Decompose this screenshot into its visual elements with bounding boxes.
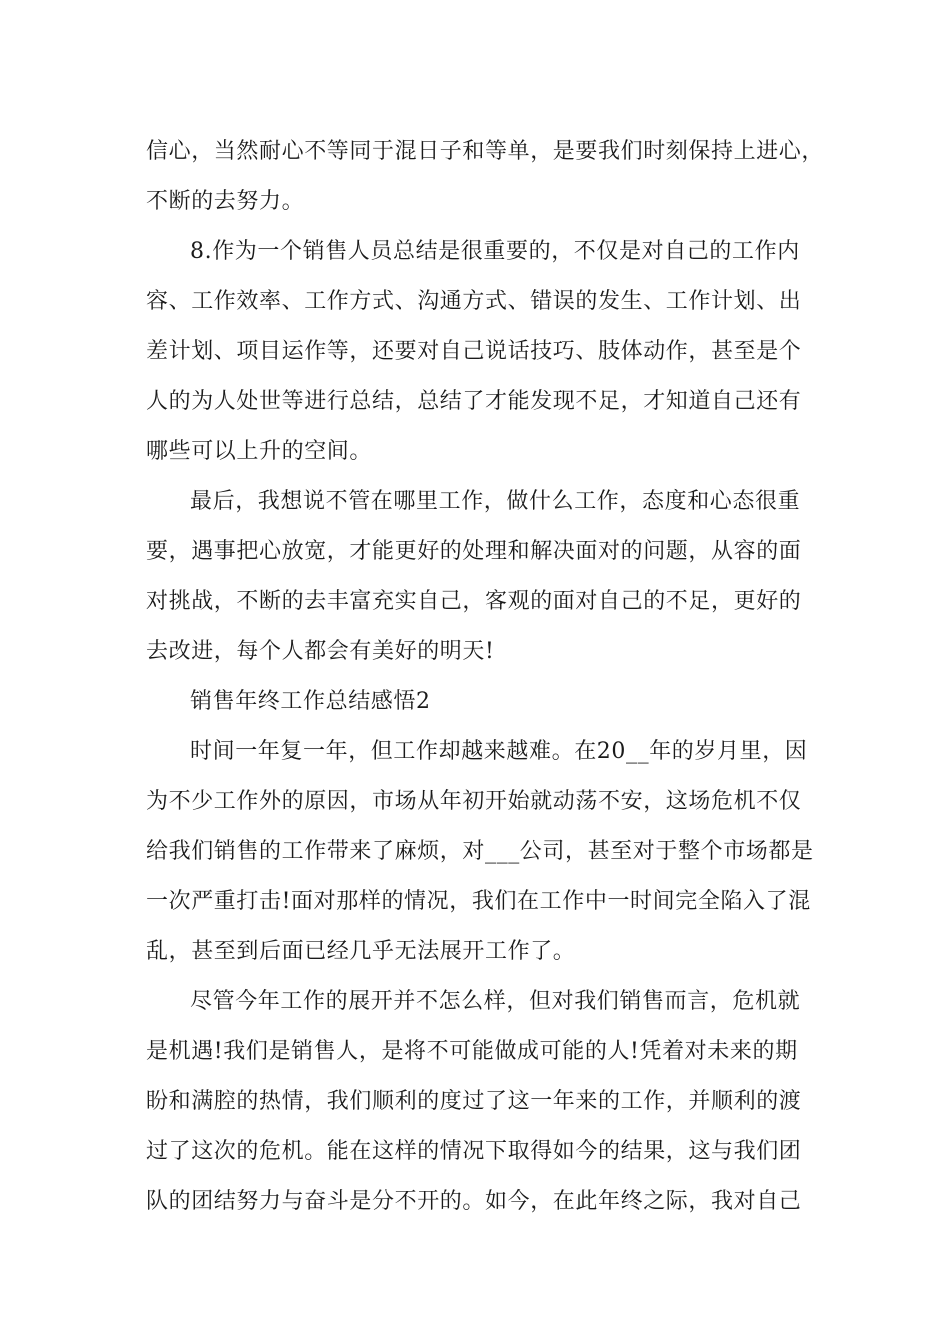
paragraph-despite [146, 977, 810, 1227]
text-line: 是机遇!我们是销售人，是将不可能做成可能的人!凭着对未来的期 [146, 1039, 798, 1064]
paragraph-time [146, 727, 814, 977]
heading-text: 销售年终工作总结感悟2 [190, 689, 431, 714]
text-line: 信心，当然耐心不等同于混日子和等单，是要我们时刻保持上进心， [146, 139, 825, 164]
document-body [146, 127, 825, 1227]
text-line: 去改进，每个人都会有美好的明天! [146, 639, 495, 664]
text-line: 一次严重打击!面对那样的情况，我们在工作中一时间完全陷入了混 [146, 889, 811, 914]
paragraph-point-8 [146, 227, 810, 477]
section-heading [146, 677, 810, 727]
text-line: 哪些可以上升的空间。 [146, 439, 373, 464]
text-line: 过了这次的危机。能在这样的情况下取得如今的结果，这与我们团 [146, 1139, 802, 1164]
text-line: 容、工作效率、工作方式、沟通方式、错误的发生、工作计划、出 [146, 289, 802, 314]
text-line: 对挑战，不断的去丰富充实自己，客观的面对自己的不足，更好的 [146, 589, 802, 614]
text-line: 不断的去努力。 [146, 189, 305, 214]
text-line: 盼和满腔的热情，我们顺利的度过了这一年来的工作，并顺利的渡 [146, 1089, 802, 1114]
text-line: 尽管今年工作的展开并不怎么样，但对我们销售而言，危机就 [190, 989, 801, 1014]
text-line: 队的团结努力与奋斗是分不开的。如今，在此年终之际，我对自己 [146, 1189, 802, 1214]
text-line: 差计划、项目运作等，还要对自己说话技巧、肢体动作，甚至是个 [146, 339, 802, 364]
text-line: 为不少工作外的原因，市场从年初开始就动荡不安，这场危机不仅 [146, 789, 802, 814]
text-line: 要，遇事把心放宽，才能更好的处理和解决面对的问题，从容的面 [146, 539, 802, 564]
text-line: 最后，我想说不管在哪里工作，做什么工作，态度和心态很重 [190, 489, 801, 514]
text-line: 给我们销售的工作带来了麻烦，对___公司，甚至对于整个市场都是 [146, 839, 814, 864]
text-line: 8.作为一个销售人员总结是很重要的，不仅是对自己的工作内 [190, 239, 800, 264]
text-line: 时间一年复一年，但工作却越来越难。在20__年的岁月里，因 [190, 739, 808, 764]
text-line: 人的为人处世等进行总结，总结了才能发现不足，才知道自己还有 [146, 389, 802, 414]
text-line: 乱，甚至到后面已经几乎无法展开工作了。 [146, 939, 576, 964]
paragraph-finally [146, 477, 810, 677]
paragraph-confidence [146, 127, 825, 227]
